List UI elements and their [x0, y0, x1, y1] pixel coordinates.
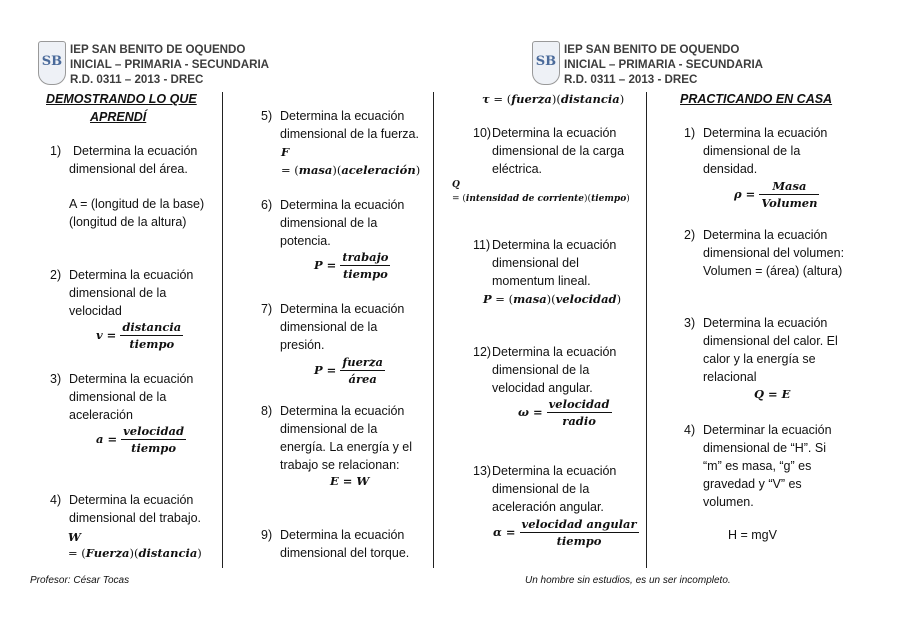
question-number: 10)	[473, 126, 492, 140]
formula-numerator: Masa	[759, 179, 819, 195]
question-number: 11)	[473, 238, 491, 252]
section-title-left: DEMOSTRANDO LO QUE	[46, 92, 197, 106]
formula-numerator: trabajo	[342, 250, 389, 264]
question-text: Determina la ecuación	[703, 228, 828, 242]
school-resolution: R.D. 0311 – 2013 - DREC	[70, 73, 204, 86]
formula: = (Fuerza)(distancia)	[68, 546, 202, 560]
question-number: 4)	[684, 423, 696, 437]
formula-denominator: tiempo	[131, 441, 177, 455]
question-text: eléctrica.	[492, 162, 543, 176]
question-text: calor y la energía se	[703, 352, 816, 366]
question-text: momentum lineal.	[492, 274, 591, 288]
question-number: 1)	[50, 144, 62, 158]
question-text: gravedad y “V” es	[703, 477, 802, 491]
formula-denominator: radio	[562, 414, 596, 428]
question-text: volumen.	[703, 495, 754, 509]
formula: F	[281, 145, 290, 159]
question-number: 4)	[50, 493, 62, 507]
question-text: dimensional de “H”. Si	[703, 441, 826, 455]
question-text: Determina la ecuación	[492, 238, 617, 252]
question-number: 6)	[261, 198, 273, 212]
question-number: 2)	[684, 228, 696, 242]
formula: Q = E	[754, 387, 791, 401]
school-crest-icon: SB	[532, 41, 560, 85]
question-number: 13)	[473, 464, 492, 478]
column-divider	[646, 92, 647, 568]
question-text: dimensional del trabajo.	[69, 511, 202, 525]
question-text: potencia.	[280, 234, 331, 248]
footer-teacher: Profesor: César Tocas	[30, 575, 130, 586]
question-text: Determina la ecuación	[492, 126, 617, 140]
question-number: 3)	[684, 316, 696, 330]
answer-text: A = (longitud de la base)	[69, 197, 205, 211]
question-text: velocidad	[69, 304, 122, 318]
question-text: Volumen = (área) (altura)	[703, 264, 843, 278]
section-title-right: PRACTICANDO EN CASA	[680, 92, 833, 106]
question-text: Determina la ecuación	[73, 144, 198, 158]
question-text: Determina la ecuación	[69, 493, 194, 507]
formula: H = mgV	[728, 528, 777, 542]
question-text: Determina la ecuación	[492, 345, 617, 359]
question-number: 2)	[50, 268, 62, 282]
question-number: 5)	[261, 109, 273, 123]
school-levels: INICIAL – PRIMARIA - SECUNDARIA	[564, 58, 764, 71]
section-title-left-2: APRENDÍ	[90, 110, 147, 124]
question-text: dimensional del torque.	[280, 546, 410, 560]
formula: τ = (fuerza)(distancia)	[482, 92, 625, 106]
formula: Q	[452, 180, 460, 190]
question-text: dimensional de la	[703, 144, 801, 158]
question-text: presión.	[280, 338, 325, 352]
question-number: 3)	[50, 372, 62, 386]
formula-numerator: fuerza	[342, 355, 383, 369]
question-text: trabajo se relacionan:	[280, 458, 400, 472]
school-name: IEP SAN BENITO DE OQUENDO	[564, 43, 740, 56]
question-text: Determina la ecuación	[280, 109, 405, 123]
question-text: dimensional del calor. El	[703, 334, 838, 348]
formula-denominator: tiempo	[342, 267, 388, 281]
column-divider	[222, 92, 223, 568]
question-text: aceleración	[69, 408, 133, 422]
formula: P = (masa)(velocidad)	[483, 292, 622, 306]
formula: α = $\frac{\text{velocidad angular}}{\text{tiempo}}$	[493, 517, 637, 548]
formula: P = $\frac{\text{trabajo}}{\text{tiempo}}$	[314, 250, 389, 281]
question-number: 12)	[473, 345, 492, 359]
formula-denominator: Volumen	[761, 196, 818, 210]
question-text: velocidad angular.	[492, 381, 593, 395]
question-number: 8)	[261, 404, 273, 418]
question-text: dimensional del volumen:	[703, 246, 845, 260]
formula: W	[68, 530, 81, 544]
question-text: dimensional de la carga	[492, 144, 625, 158]
question-text: relacional	[703, 370, 757, 384]
formula: E = W	[330, 474, 370, 488]
column-divider	[433, 92, 434, 568]
formula-numerator: distancia	[122, 320, 182, 334]
question-text: dimensional de la	[492, 482, 590, 496]
question-text: dimensional del área.	[69, 162, 188, 176]
formula-numerator: velocidad	[548, 397, 610, 411]
school-name: IEP SAN BENITO DE OQUENDO	[70, 43, 246, 56]
question-text: Determina la ecuación	[69, 268, 194, 282]
question-text: dimensional de la	[280, 216, 378, 230]
question-text: dimensional del	[492, 256, 579, 270]
question-text: Determina la ecuación	[280, 528, 405, 542]
question-text: dimensional de la	[280, 320, 378, 334]
formula: P = $\frac{\text{fuerza}}{\text{área}}$	[314, 355, 383, 386]
formula: v = $\frac{\text{distancia}}{\text{tiempo}}$	[96, 320, 182, 351]
question-text: dimensional de la	[280, 422, 378, 436]
question-text: “m” es masa, “g” es	[703, 459, 812, 473]
answer-text: (longitud de la altura)	[69, 215, 187, 229]
question-number: 1)	[684, 126, 696, 140]
question-text: Determina la ecuación	[280, 198, 405, 212]
formula: = (intensidad de corriente)(tiempo)	[452, 194, 630, 204]
formula-denominator: área	[348, 372, 377, 386]
question-text: energía. La energía y el	[280, 440, 413, 454]
formula-denominator: tiempo	[556, 534, 602, 548]
question-text: Determina la ecuación	[280, 404, 405, 418]
school-crest-icon: SB	[38, 41, 66, 85]
formula: a = $\frac{\text{velocidad}}{\text{tiempo}}$	[96, 424, 185, 455]
formula-numerator: velocidad	[123, 424, 185, 438]
question-text: dimensional de la	[492, 363, 590, 377]
question-text: Determina la ecuación	[280, 302, 405, 316]
footer-quote: Un hombre sin estudios, es un ser incompleto.	[525, 575, 731, 586]
question-text: Determina la ecuación	[703, 316, 828, 330]
question-text: dimensional de la	[69, 286, 167, 300]
question-text: aceleración angular.	[492, 500, 604, 514]
school-logo-right	[532, 41, 764, 89]
formula-denominator: tiempo	[129, 337, 175, 351]
formula-numerator: velocidad angular	[521, 517, 637, 531]
formula: = (masa)(aceleración)	[281, 163, 421, 177]
question-text: Determina la ecuación	[69, 372, 194, 386]
question-number: 7)	[261, 302, 273, 316]
question-text: Determina la ecuación	[492, 464, 617, 478]
school-logo-left	[38, 41, 270, 89]
school-resolution: R.D. 0311 – 2013 - DREC	[564, 73, 698, 86]
question-number: 9)	[261, 528, 273, 542]
question-text: Determina la ecuación	[703, 126, 828, 140]
formula: ω = $\frac{\text{velocidad}}{\text{radio}}$	[518, 397, 610, 428]
formula: ρ = $\frac{\text{Masa}}{\text{Volumen}}$	[734, 179, 818, 210]
question-text: Determinar la ecuación	[703, 423, 832, 437]
school-levels: INICIAL – PRIMARIA - SECUNDARIA	[70, 58, 270, 71]
question-text: dimensional de la fuerza.	[280, 127, 419, 141]
question-text: densidad.	[703, 162, 758, 176]
question-text: dimensional de la	[69, 390, 167, 404]
